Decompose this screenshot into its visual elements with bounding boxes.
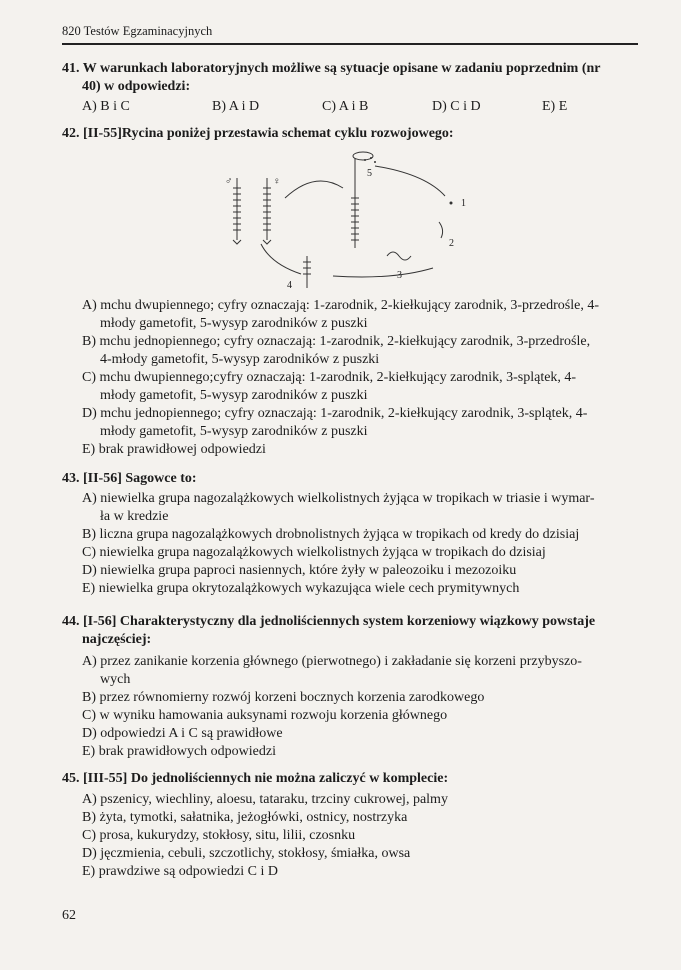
question-43-text: 43. [II-56] Sagowce to: — [62, 471, 197, 486]
spores — [364, 157, 453, 205]
page-header: 820 Testów Egzaminacyjnych — [62, 24, 213, 38]
label-4: 4 — [287, 280, 292, 288]
question-41-text-cont: 40) w odpowiedzi: — [82, 79, 191, 94]
option-c[interactable]: C) prosa, kukurydzy, stokłosy, situ, lilii, czosnku — [82, 828, 356, 843]
option-e[interactable]: E) brak prawidłowych odpowiedzi — [82, 744, 276, 759]
question-42-text: 42. [II-55]Rycina poniżej przestawia schemat cyklu rozwojowego: — [62, 126, 454, 141]
male-gametophyte — [233, 178, 241, 244]
header-rule — [62, 43, 638, 45]
question-41-options — [62, 98, 637, 116]
option-a[interactable]: A) pszenicy, wiechliny, aloesu, tataraku, trzciny cukrowej, palmy — [82, 792, 448, 807]
germinating-spore — [439, 222, 443, 238]
option-e[interactable]: E) E — [542, 99, 568, 114]
option-b[interactable]: B) mchu jednopiennego; cyfry oznaczają: 1-zarodnik, 2-kiełkujący zarodnik, 3-przedrośle, 4-młody gametofit, 5-wysyp zarodników z puszki — [82, 334, 591, 367]
question-44 — [62, 613, 637, 761]
protonema — [387, 252, 411, 260]
question-number: 44. — [62, 614, 80, 629]
question-41 — [62, 60, 637, 116]
option-e[interactable]: E) brak prawidłowej odpowiedzi — [82, 442, 266, 457]
option-a[interactable]: A) przez zanikanie korzenia głównego (pierwotnego) i zakładanie się korzeni przybyszo- wych — [82, 654, 582, 687]
male-symbol: ♂ — [225, 176, 233, 187]
option-c[interactable]: C) A i B — [322, 99, 369, 114]
option-d[interactable]: D) odpowiedzi A i C są prawidłowe — [82, 726, 283, 741]
option-c[interactable]: C) niewielka grupa nagozalążkowych wielkolistnych żyjąca w tropikach do dzisiaj — [82, 545, 546, 560]
female-gametophyte — [263, 178, 271, 244]
label-3: 3 — [397, 270, 402, 281]
option-e[interactable]: E) niewielka grupa okrytozalążkowych wykazująca wiele cech prymitywnych — [82, 581, 520, 596]
option-d[interactable]: D) jęczmienia, cebuli, szczotlichy, stokłosy, śmiałka, owsa — [82, 846, 411, 861]
page-number: 62 — [62, 908, 76, 923]
question-number: 45. — [62, 771, 80, 786]
question-number: 41. — [62, 61, 80, 76]
option-c[interactable]: C) w wyniku hamowania auksynami rozwoju korzenia głównego — [82, 708, 448, 723]
option-e[interactable]: E) prawdziwe są odpowiedzi C i D — [82, 864, 278, 879]
option-a[interactable]: A) niewielka grupa nagozalążkowych wielkolistnych żyjąca w tropikach w triasie i wymar- ła w kredzie — [82, 491, 595, 524]
question-45-text: 45. [III-55] Do jednoliściennych nie można zaliczyć w komplecie: — [62, 771, 449, 786]
question-44-text-cont: najczęściej: — [82, 632, 152, 647]
question-42-options — [62, 297, 637, 459]
question-45 — [62, 770, 637, 881]
question-43 — [62, 470, 637, 598]
label-2: 2 — [449, 238, 454, 249]
option-d[interactable]: D) niewielka grupa paproci nasiennych, które żyły w paleozoiku i mezozoiku — [82, 563, 517, 578]
question-41-text: 41. W warunkach laboratoryjnych możliwe są sytuacje opisane w zadaniu poprzednim (nr — [62, 61, 601, 76]
label-1: 1 — [461, 198, 466, 209]
option-d[interactable]: D) mchu jednopiennego; cyfry oznaczają: 1-zarodnik, 2-kiełkujący zarodnik, 3-splątek, 4- młody gametofit, 5-wysyp zarodników z puszki — [82, 406, 588, 439]
question-number: 43. — [62, 471, 80, 486]
option-a[interactable]: A) mchu dwupiennego; cyfry oznaczają: 1-zarodnik, 2-kiełkujący zarodnik, 3-przedrośle, 4- młody gametofit, 5-wysyp zarodników z puszki — [82, 298, 600, 331]
female-symbol: ♀ — [273, 176, 281, 187]
option-b[interactable]: B) A i D — [212, 99, 260, 114]
option-b[interactable]: B) żyta, tymotki, sałatnika, jeżogłówki, ostnicy, nostrzyka — [82, 810, 408, 825]
option-d[interactable]: D) C i D — [432, 99, 481, 114]
option-c[interactable]: C) mchu dwupiennego;cyfry oznaczają: 1-zarodnik, 2-kiełkujący zarodnik, 3-splątek, 4- młody gametofit, 5-wysyp zarodników z puszki — [82, 370, 577, 403]
moss-life-cycle-diagram — [215, 148, 475, 288]
sporophyte-gametophyte — [351, 152, 373, 248]
question-42 — [62, 125, 637, 143]
option-b[interactable]: B) przez równomierny rozwój korzeni bocznych korzenia zarodkowego — [82, 690, 485, 705]
option-a[interactable]: A) B i C — [82, 99, 130, 114]
young-gametophyte — [303, 256, 311, 288]
question-number: 42. — [62, 126, 80, 141]
label-5: 5 — [367, 168, 372, 179]
option-b[interactable]: B) liczna grupa nagozalążkowych drobnolistnych żyjąca w tropikach od kredy do dzisiaj — [82, 527, 580, 542]
question-44-text: 44. [I-56] Charakterystyczny dla jednoliściennych system korzeniowy wiązkowy powstaje — [62, 614, 596, 629]
